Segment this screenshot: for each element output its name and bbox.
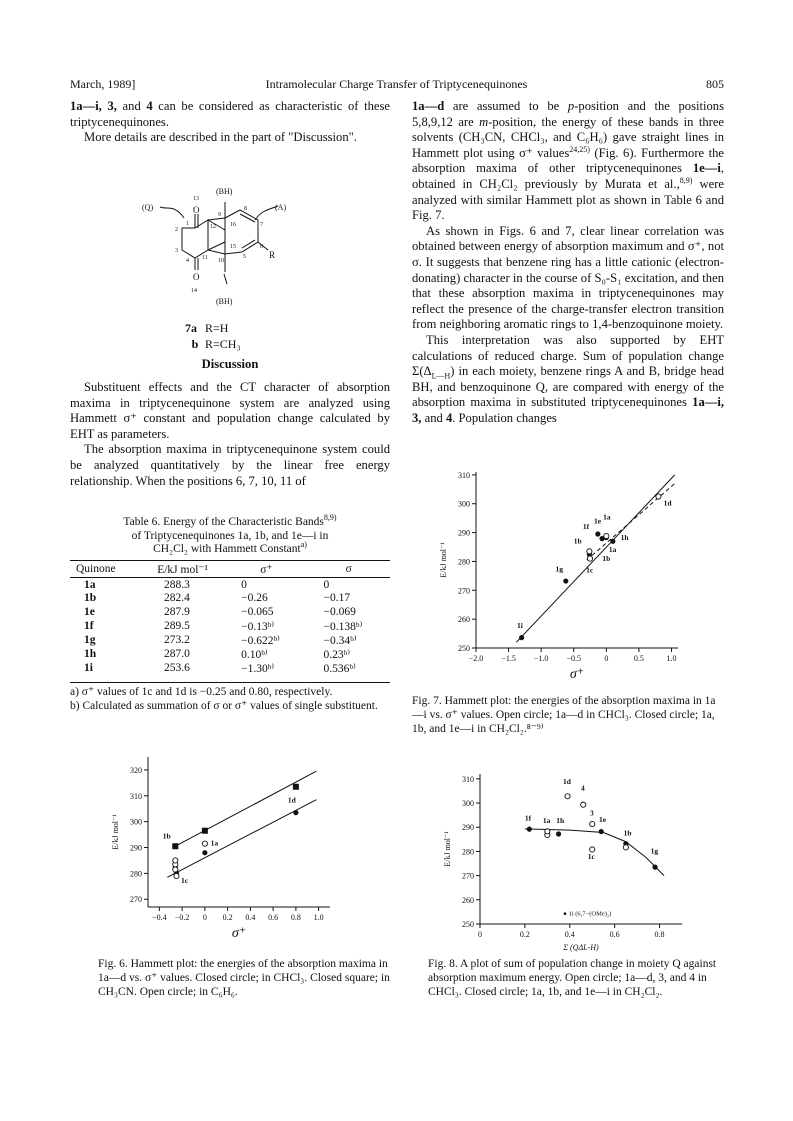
x-tick-label: −0.5 bbox=[566, 654, 581, 663]
point-label: 1c bbox=[586, 565, 594, 575]
point-label: 1g bbox=[650, 846, 659, 856]
table-row bbox=[70, 647, 390, 661]
table-cell-sigma-plus: 0 bbox=[241, 578, 247, 591]
x-tick-label: 0.6 bbox=[268, 913, 279, 922]
point-label: 1f bbox=[582, 522, 590, 532]
point-label: 1g bbox=[555, 564, 563, 574]
table-cell-energy: 287.9 bbox=[164, 605, 190, 618]
table-cell-quinone: 1e bbox=[84, 605, 95, 618]
x-tick-label: 0 bbox=[202, 913, 207, 922]
y-tick-label: 290 bbox=[458, 528, 470, 538]
data-point-open bbox=[581, 802, 586, 807]
table-cell-sigma-plus: −0.622ᵇ⁾ bbox=[241, 634, 280, 647]
svg-text:16: 16 bbox=[230, 222, 236, 228]
data-point-open bbox=[545, 829, 550, 834]
table-cell-sigma-plus: −0.26 bbox=[241, 592, 268, 605]
x-tick-label: 0.4 bbox=[245, 913, 256, 922]
data-point-open bbox=[565, 794, 570, 799]
discussion-text: Substituent effects and the CT character of absorption maxima in triptycenequinone system are analyzed using Hammett σ⁺ constant and population change calculated by EHT as parameters. The absorption maxima in triptycenequinone system could be analyzed quantitatively by the linear free energy relationship. When the positions 6, 7, 10, 11 of bbox=[70, 380, 390, 488]
point-label: 1b bbox=[162, 831, 171, 841]
svg-text:2: 2 bbox=[175, 227, 178, 233]
table-cell-sigma-plus: 0.10ᵇ⁾ bbox=[241, 648, 268, 661]
x-tick-label: 0.6 bbox=[609, 930, 620, 939]
y-tick-label: 290 bbox=[130, 843, 142, 853]
x-axis-label: σ⁺ bbox=[231, 926, 247, 941]
point-label: 1b bbox=[573, 536, 582, 546]
y-tick-label: 310 bbox=[462, 774, 474, 784]
y-tick-label: 280 bbox=[462, 847, 474, 857]
data-point-open bbox=[174, 873, 179, 878]
point-label: 1b bbox=[602, 553, 611, 563]
y-tick-label: 310 bbox=[130, 791, 142, 801]
legend: ● 1i (6,7−(OMe)₂) bbox=[563, 910, 612, 918]
table-cell-quinone: 1h bbox=[84, 647, 97, 660]
svg-text:O: O bbox=[193, 272, 200, 282]
svg-text:R: R bbox=[269, 250, 276, 260]
x-tick-label: −2.0 bbox=[468, 654, 484, 663]
svg-text:(BH): (BH) bbox=[216, 187, 233, 196]
x-tick-label: −0.2 bbox=[174, 913, 190, 922]
svg-text:7: 7 bbox=[260, 222, 263, 228]
table-cell-sigma-plus: −0.065 bbox=[241, 605, 274, 618]
table-cell-energy: 288.3 bbox=[164, 578, 190, 591]
data-point-filled bbox=[202, 850, 207, 855]
x-tick-label: 0.2 bbox=[519, 930, 530, 939]
table-row bbox=[70, 633, 390, 647]
data-point-filled bbox=[652, 865, 657, 870]
left-col-intro: 1a—i, 3, and 4 can be considered as characteristic of these triptycenequinones. More details are described in the part of "Discussion". bbox=[70, 99, 390, 145]
point-label: 1a bbox=[608, 545, 617, 555]
data-point-filled bbox=[293, 810, 298, 815]
data-point-filled bbox=[519, 635, 524, 640]
data-point-open bbox=[173, 867, 178, 872]
fig7-chart bbox=[428, 460, 698, 680]
table-row bbox=[70, 619, 390, 633]
point-label: 1a bbox=[542, 815, 551, 825]
y-tick-label: 310 bbox=[458, 470, 470, 480]
data-point-filled bbox=[599, 829, 604, 834]
x-tick-label: 1.0 bbox=[313, 913, 324, 922]
svg-text:(A): (A) bbox=[275, 203, 287, 212]
table-cell-quinone: 1i bbox=[84, 661, 93, 674]
data-point-open bbox=[587, 549, 592, 554]
point-label: 3 bbox=[589, 808, 594, 818]
svg-text:15: 15 bbox=[230, 244, 236, 250]
table-cell-quinone: 1f bbox=[84, 619, 94, 632]
point-label: 1e bbox=[593, 516, 602, 526]
table-row bbox=[70, 661, 390, 675]
x-tick-label: 0.8 bbox=[290, 913, 301, 922]
table-cell-energy: 287.0 bbox=[164, 647, 190, 660]
table-cell-quinone: 1g bbox=[84, 633, 96, 646]
point-label: 1h bbox=[556, 815, 565, 825]
y-tick-label: 290 bbox=[462, 823, 474, 833]
right-col-text: 1a—d are assumed to be p-position and the positions 5,8,9,12 are m-position, the energy of these bands in three solvents (CH₃CN, CHCl₃, and C₆H₆) gave straight lines in Hammett plot using σ⁺ values$^{24,25)}$ (Fig. 6). Furthermore the absorption maxima of other triptycenequinones 1e—i, obtained in CH₂Cl₂ previously by Murata et al.,$^{8,9)}$ were analyzed with similar Hammett plot as shown in Table 6 and Fig. 7. As shown in Figs. 6 and 7, clear linear correlation was obtained between energy of absorption maximum and σ⁺, not σ. It suggests that benzene ring has a little cationic (electron-donating) character in the course of S₀-S₁ excitation, and then that these absorption maxima in triptycenequinones may reflect the presence of the charge-transfer electron transition from neighboring aromatic rings to 1,4-benzoquinone moiety. This interpretation was also supported by EHT calculations of reduced charge. Sum of population change $\Sigma(\Delta_{L—H})$ in each moiety, benzene rings A and B, bridge head BH, and benzoquinone Q, are compared with energy of the absorption maxima in substituted triptycenequinones 1a—i, 3, and 4. Population changes bbox=[412, 99, 725, 425]
y-tick-label: 300 bbox=[130, 817, 142, 827]
table-cell-sigma-plus: −1.30ᵇ⁾ bbox=[241, 662, 275, 675]
table-cell-sigma: 0 bbox=[323, 578, 330, 591]
y-tick-label: 300 bbox=[458, 499, 470, 509]
regression-line bbox=[175, 771, 316, 846]
y-axis-label: E/kJ mol⁻¹ bbox=[439, 542, 448, 578]
triptycenequinone-structure bbox=[140, 180, 300, 320]
point-label: 1c bbox=[587, 852, 595, 862]
data-point-square bbox=[293, 784, 299, 790]
point-label: 1f bbox=[524, 813, 532, 823]
regression-line bbox=[516, 475, 674, 642]
x-tick-label: 0.2 bbox=[222, 913, 233, 922]
y-tick-label: 260 bbox=[462, 895, 474, 905]
data-point-open bbox=[590, 821, 595, 826]
data-point-filled bbox=[527, 827, 532, 832]
data-point-square bbox=[202, 828, 208, 834]
table-cell-energy: 273.2 bbox=[164, 633, 190, 646]
fig8-caption: Fig. 8. A plot of sum of population change in moiety Q against absorption maximum energy. Open circle; 1a—d, 3, and 4 in CHCl₃. Closed circle; 1a, 1b, and 1e—i in CH₂Cl₂. bbox=[428, 958, 717, 998]
data-point-open bbox=[604, 533, 609, 538]
x-tick-label: 0.8 bbox=[654, 930, 665, 939]
svg-text:O: O bbox=[193, 205, 200, 215]
data-point-filled bbox=[563, 578, 568, 583]
point-label: 1d bbox=[663, 498, 672, 508]
data-point-open bbox=[173, 858, 178, 863]
y-tick-label: 320 bbox=[130, 765, 142, 775]
data-point-open bbox=[656, 494, 661, 499]
y-axis-label: E/kJ mol⁻¹ bbox=[111, 814, 120, 850]
running-header-date: March, 1989] bbox=[70, 77, 136, 91]
point-label: 1h bbox=[620, 532, 629, 542]
svg-text:6: 6 bbox=[260, 244, 263, 250]
table-cell-sigma: −0.138ᵇ⁾ bbox=[323, 620, 363, 633]
x-tick-label: 0 bbox=[604, 654, 609, 663]
point-label: 1a bbox=[210, 838, 219, 848]
table-cell-quinone: 1b bbox=[84, 592, 97, 605]
svg-text:9: 9 bbox=[218, 212, 221, 218]
data-point-square bbox=[172, 843, 178, 849]
fig7-caption: Fig. 7. Hammett plot: the energies of the absorption maxima in 1a—i vs. σ⁺ values. Open circle; 1a—d in CHCl₃. Closed circle; 1a, 1b, and 1e—i in CH₂Cl₂.⁸⁻⁹⁾ bbox=[412, 695, 716, 735]
fig6-chart bbox=[100, 745, 350, 945]
data-point-open bbox=[202, 841, 207, 846]
fig6-caption: Fig. 6. Hammett plot: the energies of the absorption maxima in 1a—d vs. σ⁺ values. Closed circle; in CHCl₃. Closed square; in CH₃CN. Open circle; in C₆H₆. bbox=[98, 958, 390, 998]
compound-labels: 7a R=H b R=CH₃ bbox=[185, 321, 241, 351]
table-cell-energy: 253.6 bbox=[164, 661, 190, 674]
table6-title: Table 6. Energy of the Characteristic Bands$^{8,9)}$ of Triptycenequinones 1a, 1b, and 1e—i in CH₂Cl₂ with Hammett Constant$^{a)}$ bbox=[123, 513, 337, 555]
point-label: 1c bbox=[180, 876, 189, 886]
x-axis-label: σ⁺ bbox=[569, 667, 585, 680]
svg-text:11: 11 bbox=[202, 255, 208, 261]
svg-text:14: 14 bbox=[191, 288, 197, 294]
point-label: 1d bbox=[563, 777, 571, 787]
data-point-filled bbox=[610, 539, 615, 544]
svg-text:4: 4 bbox=[186, 258, 189, 264]
point-label: 4 bbox=[581, 783, 585, 793]
point-label: 1d bbox=[287, 795, 296, 805]
x-tick-label: 0.4 bbox=[564, 930, 575, 939]
data-point-open bbox=[587, 556, 592, 561]
table-cell-sigma: −0.069 bbox=[323, 605, 356, 618]
point-label: 1i bbox=[517, 620, 523, 630]
table-cell-sigma-plus: −0.13ᵇ⁾ bbox=[241, 620, 275, 633]
running-header-title: Intramolecular Charge Transfer of Triptycenequinones bbox=[265, 77, 528, 91]
point-label: 1e bbox=[598, 814, 607, 824]
point-label: 1b bbox=[623, 828, 632, 838]
x-axis-label: Σ (QΔL-H) bbox=[563, 943, 599, 952]
y-tick-label: 270 bbox=[130, 895, 142, 905]
svg-text:(BH): (BH) bbox=[216, 297, 233, 306]
table-row bbox=[70, 605, 390, 619]
svg-text:10: 10 bbox=[218, 258, 224, 264]
table-cell-energy: 282.4 bbox=[164, 592, 190, 605]
svg-text:5: 5 bbox=[243, 254, 246, 260]
table-row bbox=[70, 578, 390, 592]
y-tick-label: 270 bbox=[462, 871, 474, 881]
table-cell-sigma: −0.34ᵇ⁾ bbox=[323, 634, 357, 647]
discussion-heading: Discussion bbox=[201, 357, 259, 371]
table-cell-sigma: 0.23ᵇ⁾ bbox=[323, 648, 351, 661]
fig8-chart bbox=[430, 762, 700, 957]
svg-text:1: 1 bbox=[186, 221, 189, 227]
svg-text:8: 8 bbox=[244, 206, 247, 212]
point-label: 1a bbox=[603, 512, 611, 522]
page-number: 805 bbox=[706, 77, 724, 91]
table-cell-sigma: 0.536ᵇ⁾ bbox=[323, 662, 356, 675]
table6-notes: a) σ⁺ values of 1c and 1d is −0.25 and 0.80, respectively. b) Calculated as summation of σ or σ⁺ values of single substituent. bbox=[70, 686, 378, 712]
x-tick-label: 0.5 bbox=[633, 654, 644, 663]
data-point-open bbox=[623, 845, 628, 850]
svg-text:12: 12 bbox=[210, 224, 216, 230]
x-tick-label: 0 bbox=[478, 930, 482, 939]
x-tick-label: −1.0 bbox=[533, 654, 549, 663]
more-details-paragraph: More details are described in the part of "Discussion". bbox=[84, 130, 357, 145]
table6-rule bbox=[70, 682, 390, 683]
y-tick-label: 270 bbox=[458, 586, 470, 596]
y-tick-label: 280 bbox=[458, 557, 470, 567]
table-cell-energy: 289.5 bbox=[164, 619, 190, 632]
table-row bbox=[70, 592, 390, 606]
svg-text:13: 13 bbox=[193, 196, 199, 202]
x-tick-label: −1.5 bbox=[501, 654, 516, 663]
y-tick-label: 260 bbox=[458, 615, 470, 625]
data-point-filled bbox=[556, 831, 561, 836]
data-point-filled bbox=[595, 531, 600, 536]
y-axis-label: E/kJ mol⁻¹ bbox=[443, 831, 452, 867]
table-cell-quinone: 1a bbox=[84, 578, 96, 591]
y-tick-label: 250 bbox=[458, 644, 470, 653]
y-tick-label: 300 bbox=[462, 799, 474, 809]
y-tick-label: 250 bbox=[462, 920, 474, 929]
svg-text:(Q): (Q) bbox=[142, 203, 154, 212]
y-tick-label: 280 bbox=[130, 869, 142, 879]
table-cell-sigma: −0.17 bbox=[323, 592, 351, 605]
svg-text:3: 3 bbox=[175, 248, 178, 254]
x-tick-label: −0.4 bbox=[152, 913, 167, 922]
table6: Quinone E/kJ mol⁻¹ σ⁺ σ 1a 288.3 0 0 1b 282.4 −0.26 −0.17 1e 287.9 −0.065 −0.069 1f 289.5 −0.13ᵇ⁾ −0.138ᵇ⁾ 1g 273.2 −0.622ᵇ⁾ −0.34ᵇ⁾ 1h 287.0 0.10ᵇ⁾ 0.23ᵇ⁾ 1i 253.6 −1.30ᵇ⁾ 0.536ᵇ⁾ bbox=[70, 560, 390, 675]
x-tick-label: 1.0 bbox=[666, 654, 677, 663]
